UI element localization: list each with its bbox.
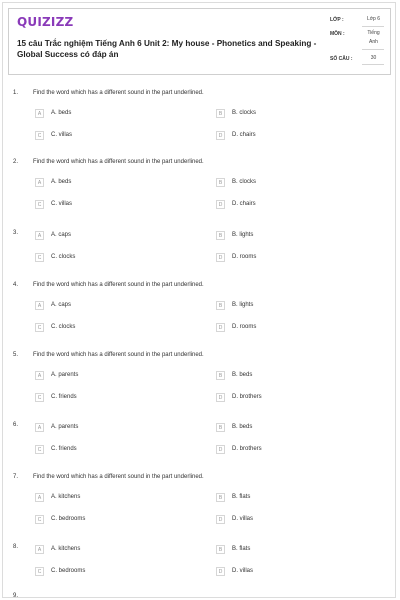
option-text: A. beds [51, 179, 72, 185]
option-letter-box[interactable]: D [216, 445, 225, 454]
option-letter-box[interactable]: C [35, 445, 44, 454]
question-number: 7. [13, 474, 19, 480]
subject-value-line1: Tiếng [367, 30, 380, 36]
question-text: Find the word which has a different sound in the part underlined. [33, 90, 204, 96]
option-letter-box[interactable]: C [35, 323, 44, 332]
question-text: Find the word which has a different sound in the part underlined. [33, 352, 204, 358]
question-count-value: 30 [370, 55, 377, 61]
subject-value-underline [362, 49, 384, 50]
question-number: 4. [13, 282, 19, 288]
option-letter-box[interactable]: B [216, 423, 225, 432]
option-letter-box[interactable]: B [216, 178, 225, 187]
option-letter-box[interactable]: C [35, 131, 44, 140]
worksheet-title: 15 câu Trắc nghiệm Tiếng Anh 6 Unit 2: My house - Phonetics and Speaking - Global Success có đáp án [17, 39, 317, 59]
class-label: LỚP : [330, 17, 344, 23]
option-text: A. kitchens [51, 494, 81, 500]
question-text: Find the word which has a different sound in the part underlined. [33, 282, 204, 288]
option-text: A. caps [51, 302, 72, 308]
option-text: A. beds [51, 110, 72, 116]
option-letter-box[interactable]: A [35, 371, 44, 380]
option-letter-box[interactable]: C [35, 515, 44, 524]
option-text: B. clocks [232, 179, 257, 185]
option-letter-box[interactable]: B [216, 545, 225, 554]
option-text: D. villas [232, 516, 254, 522]
option-text: C. bedrooms [51, 568, 86, 574]
option-letter-box[interactable]: A [35, 423, 44, 432]
option-text: A. parents [51, 372, 79, 378]
option-letter-box[interactable]: B [216, 301, 225, 310]
question-count-underline [362, 64, 384, 65]
question-number: 2. [13, 159, 19, 165]
option-text: B. flats [232, 494, 251, 500]
class-value: Lớp 6 [366, 16, 380, 22]
option-letter-box[interactable]: D [216, 393, 225, 402]
option-letter-box[interactable]: C [35, 567, 44, 576]
option-letter-box[interactable]: A [35, 493, 44, 502]
option-letter-box[interactable]: B [216, 371, 225, 380]
option-text: D. brothers [232, 446, 262, 452]
option-letter-box[interactable]: D [216, 567, 225, 576]
option-letter-box[interactable]: C [35, 253, 44, 262]
option-letter-box[interactable]: B [216, 493, 225, 502]
quizizz-logo: QUIZIZZ [17, 15, 74, 29]
option-letter-box[interactable]: D [216, 515, 225, 524]
question-text: Find the word which has a different sound in the part underlined. [33, 159, 204, 165]
option-text: D. villas [232, 568, 254, 574]
option-letter-box[interactable]: A [35, 178, 44, 187]
option-text: C. villas [51, 201, 73, 207]
option-text: B. flats [232, 546, 251, 552]
question-number: 6. [13, 422, 19, 428]
option-text: D. rooms [232, 324, 257, 330]
option-text: D. brothers [232, 394, 262, 400]
option-text: B. lights [232, 232, 254, 238]
question-number: 3. [13, 230, 19, 236]
class-value-underline [362, 26, 384, 27]
option-letter-box[interactable]: C [35, 200, 44, 209]
question-number: 8. [13, 544, 19, 550]
option-letter-box[interactable]: D [216, 200, 225, 209]
question-count-label: SỐ CÂU : [330, 56, 353, 62]
option-letter-box[interactable]: A [35, 231, 44, 240]
option-text: C. friends [51, 446, 77, 452]
option-text: C. villas [51, 132, 73, 138]
option-text: A. kitchens [51, 546, 81, 552]
option-letter-box[interactable]: A [35, 545, 44, 554]
option-letter-box[interactable]: D [216, 131, 225, 140]
option-letter-box[interactable]: D [216, 253, 225, 262]
question-number: 1. [13, 90, 19, 96]
option-letter-box[interactable]: A [35, 109, 44, 118]
question-number: 9. [13, 593, 19, 599]
option-text: A. caps [51, 232, 72, 238]
question-text: Find the word which has a different sound in the part underlined. [33, 474, 204, 480]
subject-label: MÔN : [330, 31, 345, 37]
option-text: B. beds [232, 424, 253, 430]
option-text: C. clocks [51, 254, 76, 260]
question-number: 5. [13, 352, 19, 358]
option-letter-box[interactable]: B [216, 231, 225, 240]
option-text: D. chairs [232, 201, 256, 207]
option-letter-box[interactable]: C [35, 393, 44, 402]
option-text: C. clocks [51, 324, 76, 330]
option-letter-box[interactable]: B [216, 109, 225, 118]
option-letter-box[interactable]: D [216, 323, 225, 332]
option-text: A. parents [51, 424, 79, 430]
option-text: C. bedrooms [51, 516, 86, 522]
option-letter-box[interactable]: A [35, 301, 44, 310]
option-text: D. rooms [232, 254, 257, 260]
option-text: B. lights [232, 302, 254, 308]
subject-value-line2: Anh [369, 39, 378, 45]
option-text: B. beds [232, 372, 253, 378]
option-text: C. friends [51, 394, 77, 400]
option-text: B. clocks [232, 110, 257, 116]
option-text: D. chairs [232, 132, 256, 138]
